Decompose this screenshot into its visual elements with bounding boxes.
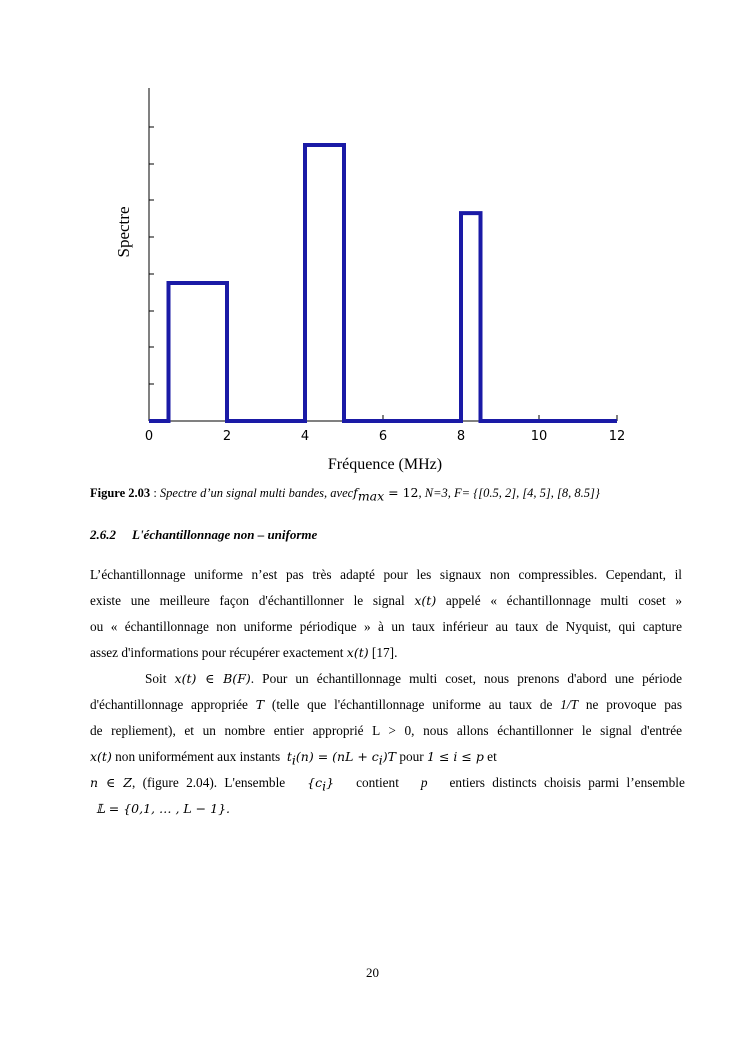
para2-l2b: (telle que l'échantillonnage uniforme au taux de (264, 697, 553, 712)
para1-l2b: appelé « échantillonnage multi coset » (436, 593, 683, 608)
para1-line-1: L’échantillonnage uniforme n’est pas très adapté pour les signaux non compressibles. Cependant, il (90, 567, 682, 582)
caption-sep: : (150, 486, 160, 500)
x-axis-label: Fréquence (MHz) (327, 456, 443, 473)
para2-et: et (487, 749, 497, 764)
figure-caption (90, 485, 690, 504)
para2-ineq: 1 ≤ i ≤ p (427, 749, 484, 764)
chart-axes (149, 88, 617, 421)
para2-l5c: contient (356, 775, 399, 790)
para2-line-6 (96, 801, 688, 817)
spectrum-chart (0, 0, 745, 480)
x-tick-label: 6 (378, 429, 388, 444)
x-tick-label: 8 (456, 429, 466, 444)
section-heading (90, 527, 317, 543)
para2-l5b: , (figure 2.04). L'ensemble (131, 775, 286, 790)
para2-p: p (420, 775, 428, 790)
para2-l2c: ne provoque pas (585, 697, 683, 712)
para2-pour: pour (399, 749, 424, 764)
para1-line-4 (90, 645, 682, 661)
x-tick-label: 10 (530, 429, 548, 444)
caption-max: max (357, 488, 385, 504)
para2-t: t (286, 749, 292, 764)
para1-xt-2: x(t) (346, 645, 369, 660)
caption-text-1: Spectre d’un signal multi bandes, avec (159, 486, 354, 500)
section-title: L'échantillonnage non – uniforme (132, 527, 318, 542)
para2-line-2 (90, 697, 682, 713)
y-axis-label: Spectre (114, 206, 133, 258)
para2-ci: {c (307, 775, 323, 790)
section-number: 2.6.2 (90, 527, 116, 542)
para2-i: i (291, 752, 296, 768)
para2-l4b: non uniformément aux instants (115, 749, 281, 764)
para1-l4a: assez d'informations pour récupérer exactement (90, 645, 344, 660)
caption-f: f (353, 485, 358, 500)
para2-l5d: entiers distincts choisis parmi l’ensemble (449, 775, 685, 790)
caption-text-2: , N=3, F= {[0.5, 2], [4, 5], [8, 8.5]} (418, 486, 600, 500)
para2-invT: 1/T (560, 697, 579, 712)
para2-xt: x(t) (90, 749, 112, 764)
para2-l1m: x(t) ∈ B(F) (174, 671, 251, 686)
para2-l6: 𝕃 = {0,1, … , L − 1}. (96, 801, 231, 816)
para2-l5a: n ∈ Z (90, 775, 132, 790)
para2-i-3: i (322, 778, 327, 794)
x-tick-label: 4 (300, 429, 310, 444)
para1-line-2 (90, 593, 682, 609)
para2-l1a: Soit (145, 671, 167, 686)
para2-line-1 (145, 671, 682, 687)
chart-series (149, 145, 617, 421)
para2-close: )T (382, 749, 397, 764)
caption-eq: = 12 (384, 485, 419, 500)
para2-l1b: . Pour un échantillonnage multi coset, nous prenons d'abord une période (250, 671, 683, 686)
para1-l2a: existe une meilleure façon d'échantillonner le signal (90, 593, 405, 608)
para2-l2a: d'échantillonnage appropriée (90, 697, 248, 712)
figure-label: Figure 2.03 (90, 486, 151, 500)
para1-xt: x(t) (414, 593, 437, 608)
para2-ci-close: } (326, 775, 335, 790)
para2-line-4 (90, 749, 682, 769)
para2-n-eq: (n) = (nL + c (295, 749, 379, 764)
x-tick-label: 2 (222, 429, 232, 444)
y-ticks (149, 127, 154, 421)
x-tick-label: 0 (144, 429, 154, 444)
para2-line-3: de repliement), et un nombre entier approprié L > 0, nous allons échantillonner le signal d'entrée (90, 723, 682, 738)
para2-T: T (255, 697, 265, 712)
page-number: 20 (366, 965, 379, 980)
para2-line-5 (90, 775, 685, 795)
series-line (149, 145, 617, 421)
para1-l4b: [17]. (368, 645, 398, 660)
x-tick-label: 12 (608, 429, 626, 444)
para1-line-3: ou « échantillonnage non uniforme périodique » à un taux inférieur au taux de Nyquist, qui capture (90, 619, 682, 634)
para2-i-2: i (378, 752, 383, 768)
